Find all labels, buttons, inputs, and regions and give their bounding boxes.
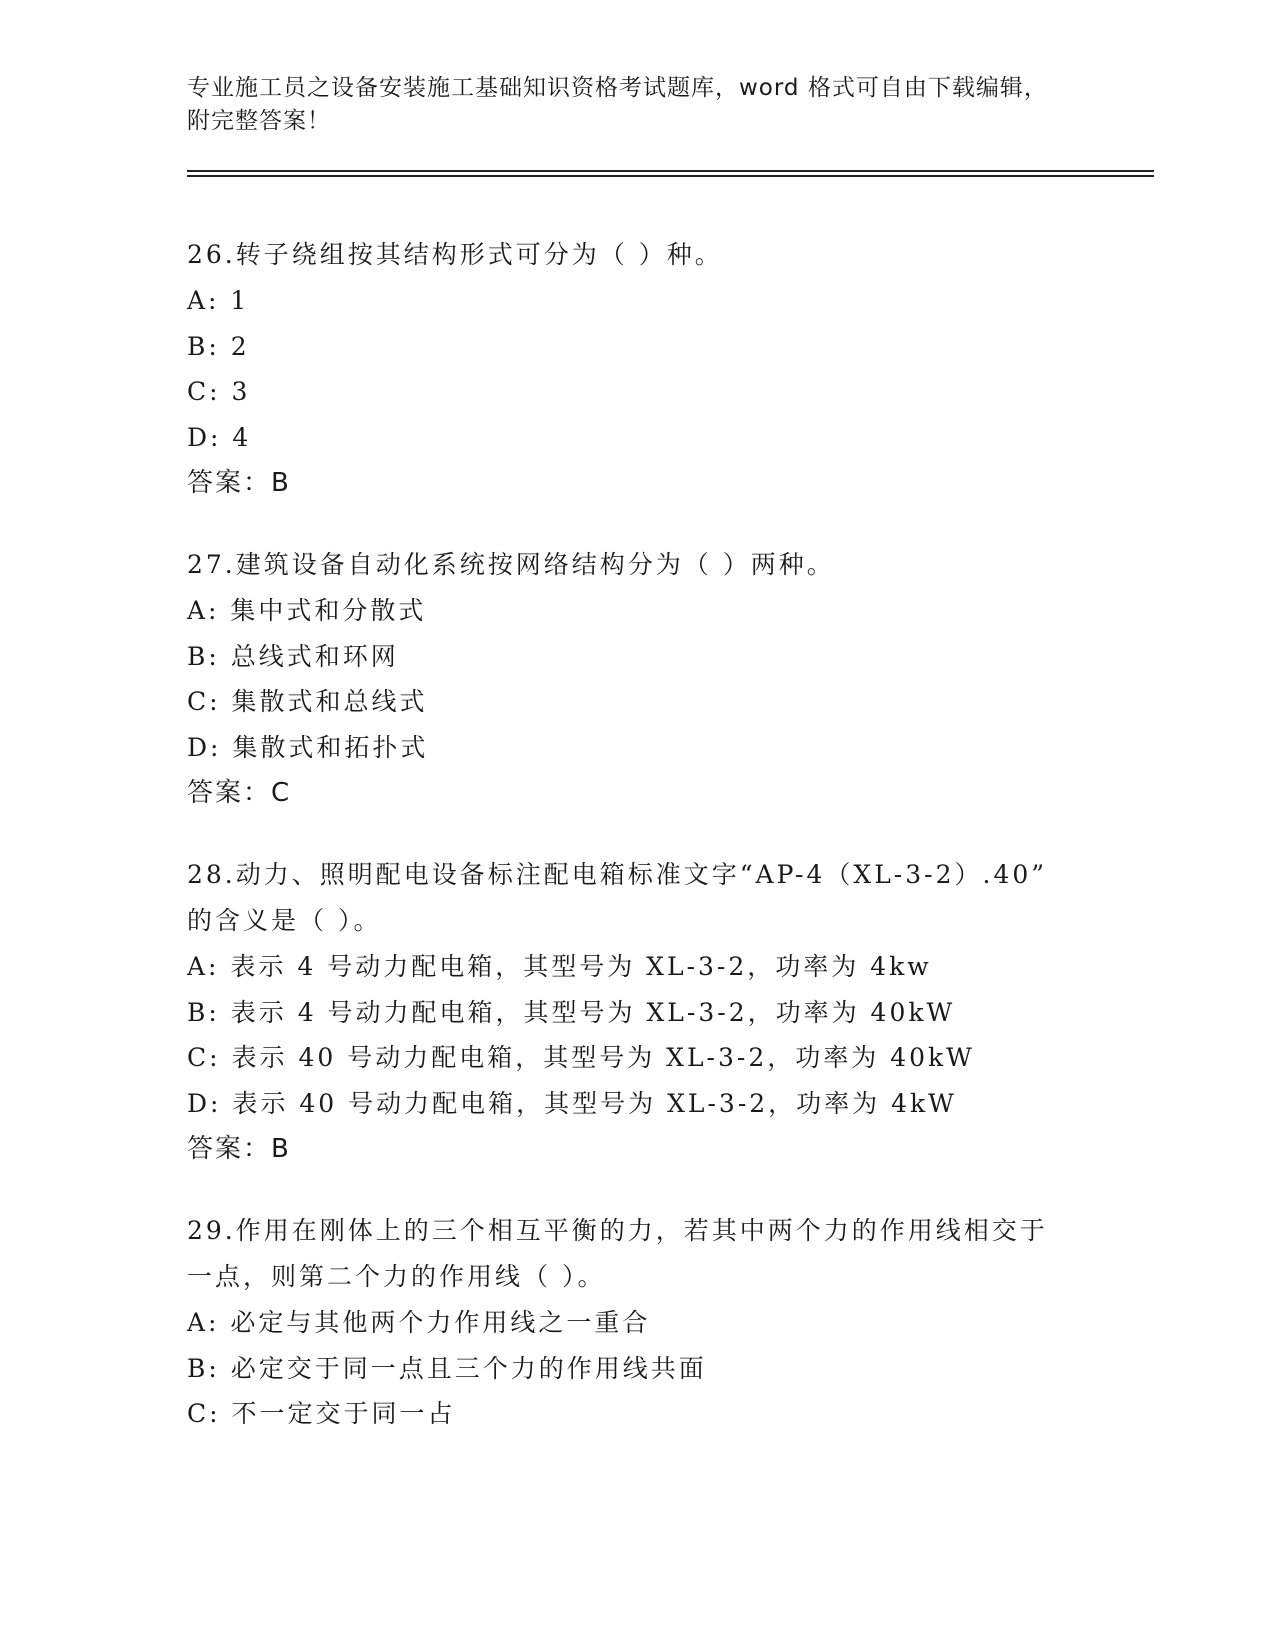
question-option: A: 集中式和分散式 — [187, 596, 427, 625]
question-option: B: 总线式和环网 — [187, 641, 399, 671]
header-line-2: 附完整答案！ — [187, 108, 331, 134]
question-option: D: 表示 40 号动力配电箱，其型号为 XL-3-2，功率为 4kW — [187, 1088, 957, 1118]
question-block — [187, 542, 1107, 816]
document-header — [187, 72, 1107, 138]
question-stem: 一点，则第二个力的作用线（ ）。 — [187, 1262, 606, 1291]
question-option: A: 必定与其他两个力作用线之一重合 — [187, 1308, 651, 1337]
question-option: C: 3 — [187, 377, 251, 406]
question-option: B: 必定交于同一点且三个力的作用线共面 — [187, 1353, 707, 1383]
question-answer: 答案：B — [187, 1134, 291, 1164]
question-option: C: 集散式和总线式 — [187, 687, 428, 716]
question-block — [187, 1208, 1107, 1437]
question-stem: 29.作用在刚体上的三个相互平衡的力，若其中两个力的作用线相交于 — [187, 1216, 1048, 1245]
question-option: A: 1 — [187, 286, 250, 315]
question-option: D: 集散式和拓扑式 — [187, 732, 429, 762]
question-answer: 答案：C — [187, 778, 292, 808]
question-stem: 26.转子绕组按其结构形式可分为（ ）种。 — [187, 240, 723, 269]
question-block — [187, 852, 1107, 1172]
question-answer: 答案：B — [187, 468, 291, 498]
question-block — [187, 232, 1107, 506]
question-option: C: 表示 40 号动力配电箱，其型号为 XL-3-2，功率为 40kW — [187, 1043, 975, 1072]
question-option: D: 4 — [187, 422, 252, 452]
question-option: B: 表示 4 号动力配电箱，其型号为 XL-3-2，功率为 40kW — [187, 997, 956, 1027]
question-option: C: 不一定交于同一占 — [187, 1399, 456, 1428]
header-divider-top — [187, 170, 1154, 172]
question-option: B: 2 — [187, 331, 250, 361]
question-stem: 27.建筑设备自动化系统按网络结构分为（ ）两种。 — [187, 550, 835, 579]
question-list — [187, 232, 1107, 1473]
header-line-1: 专业施工员之设备安装施工基础知识资格考试题库，word 格式可自由下载编辑， — [187, 75, 1048, 101]
question-stem: 28.动力、照明配电设备标注配电箱标准文字“AP-4（XL-3-2）.40” — [187, 860, 1048, 889]
question-option: A: 表示 4 号动力配电箱，其型号为 XL-3-2，功率为 4kw — [187, 952, 932, 981]
question-stem: 的含义是（ ）。 — [187, 906, 382, 935]
header-divider-bottom — [187, 175, 1154, 177]
